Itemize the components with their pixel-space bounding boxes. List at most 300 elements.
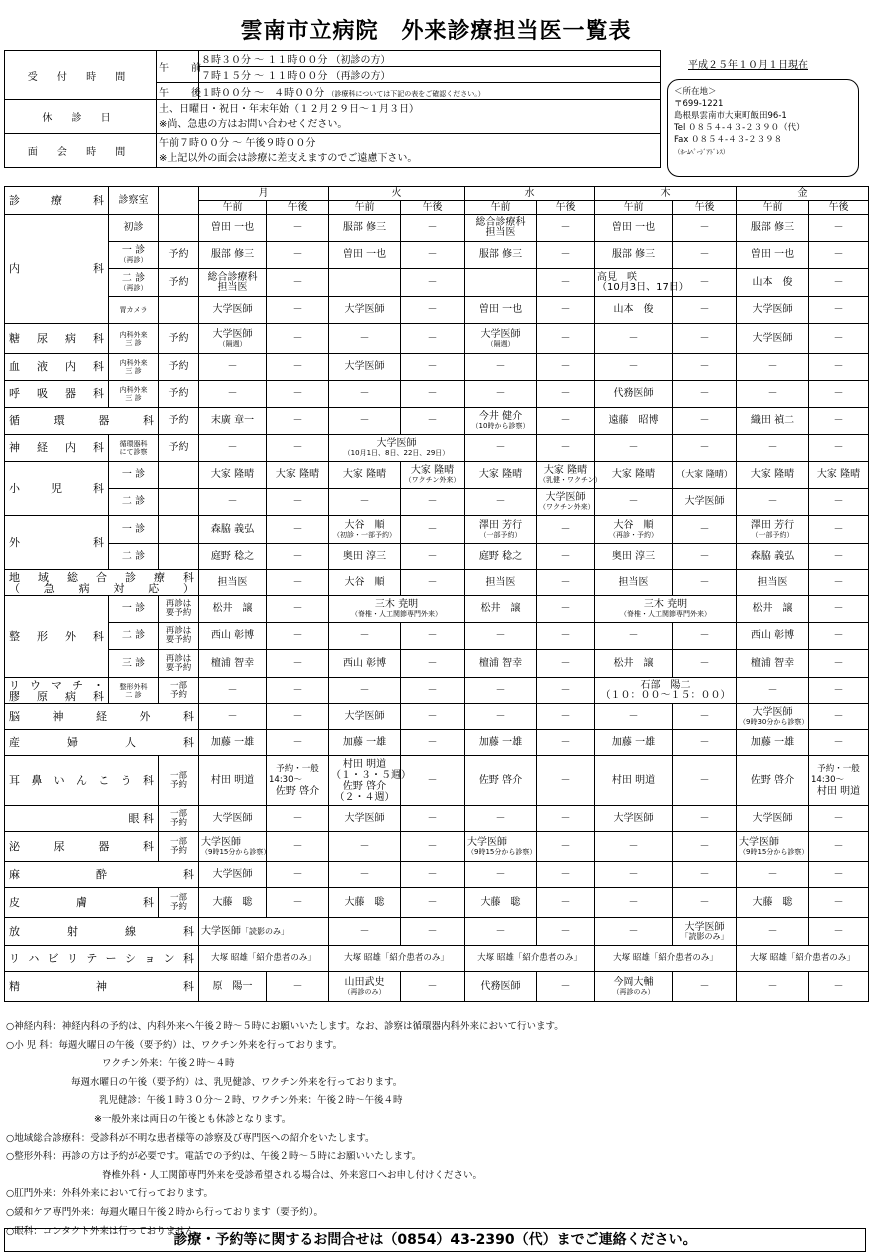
cell-sub: （ワクチン外来） (539, 503, 595, 511)
cell (329, 756, 411, 806)
cell (199, 918, 329, 946)
cell-line: 予約・一般 (817, 764, 860, 774)
cell: 大学医師 (199, 297, 267, 324)
cell-line: 大学医師 (739, 836, 779, 848)
cell-dash: － (401, 806, 465, 832)
pm-time: １時００分 ～ ４時００分 (201, 87, 325, 99)
cell-dash: － (329, 918, 401, 946)
cell-line: 大学医師 (467, 836, 507, 848)
closed-label: 休 診 日 (5, 100, 157, 134)
note-line: ○眼科：コンタクト外来は行っておりません。 (6, 1225, 205, 1237)
cell-dash: － (267, 408, 329, 435)
address-fax: Fax ０８５４-４３-２３９８ (674, 135, 783, 145)
cell: 佐野 啓介 (465, 756, 537, 806)
cell-dash: － (401, 381, 465, 408)
room-ketsueki (109, 354, 159, 381)
room-shoshin: 初診 (109, 215, 159, 242)
cell-dash: － (267, 354, 329, 381)
cell (329, 435, 465, 462)
visit-hours-note: ※上記以外の面会は診療に差支えますのでご遠慮下さい。 (159, 152, 418, 164)
cell-dash: － (267, 596, 329, 623)
cell-dash: － (537, 408, 595, 435)
cell-dash: － (809, 832, 869, 862)
notes-section (6, 1018, 866, 1241)
cell: 大藤 聡 (199, 888, 267, 918)
cell: 大藤 聡 (465, 888, 537, 918)
cell-dash: － (737, 354, 809, 381)
visit-hours (157, 134, 661, 168)
cell: 大家 隆晴 (737, 462, 809, 489)
cell-dash: － (199, 704, 267, 730)
note-line: ○神経内科：神経内科の予約は、内科外来へ午後２時～５時にお願いいたします。なお、診察は循環器内科外来において行います。 (6, 1021, 564, 1032)
cell-dash: － (401, 408, 465, 435)
cell-line: 山田武史 (344, 976, 385, 988)
am-first-hours: ８時３０分 ～ １１時００分 （初診の方） (199, 51, 661, 67)
closed-days-line: 土、日曜日・祝日・年末年始（１２月２９日～１月３日） (159, 103, 419, 115)
cell-dash: － (809, 806, 869, 832)
pm-header: 午後 (267, 201, 329, 215)
room-sub: （再診） (119, 283, 148, 292)
cell: 大学医師 (329, 354, 401, 381)
cell-dash: － (267, 544, 329, 570)
cell-dash: － (267, 806, 329, 832)
cell: 加藤 一雄 (329, 730, 401, 756)
cell: 松井 譲 (465, 596, 537, 623)
room-line: 整形外科 (119, 682, 148, 691)
cell-line: 14:30～ (811, 775, 844, 785)
pm-hours (199, 83, 661, 100)
cell-line: 今井 健介 (478, 411, 523, 422)
room-line: 内科外来 (119, 330, 148, 339)
cell-line: 大学医師 (752, 706, 793, 718)
cell-dash: － (595, 704, 673, 730)
cell: 山本 俊 (595, 297, 673, 324)
cell-dash: － (537, 381, 595, 408)
cell (329, 972, 401, 1002)
cell: 大学医師 (737, 324, 809, 354)
am-header: 午前 (737, 201, 809, 215)
cell-dash: － (737, 862, 809, 888)
cell: 加藤 一雄 (199, 730, 267, 756)
dept-seikei: 整 形 外 科 (5, 596, 109, 678)
cell-sub: （10月1日、8日、22日、29日） (343, 449, 450, 457)
day-mon: 月 (199, 187, 329, 201)
dept-riumachi (5, 678, 109, 704)
cell: 大学医師 (737, 297, 809, 324)
cell-dash: － (673, 888, 737, 918)
dept-line: 膠 原 病 科 (9, 689, 104, 703)
cell-dash: － (401, 704, 465, 730)
cell-dash: － (401, 862, 465, 888)
cell: 檀浦 智幸 (199, 650, 267, 678)
cell-dash: － (537, 918, 595, 946)
cell-dash: － (537, 269, 595, 297)
pm-header: 午後 (401, 201, 465, 215)
res-ichibu (159, 806, 199, 832)
cell-dash: － (809, 730, 869, 756)
cell-dash: － (595, 918, 673, 946)
cell (267, 756, 329, 806)
room-nishin: 二 診 (109, 623, 159, 650)
cell: 担当医 (465, 570, 537, 596)
cell-dash: － (401, 972, 465, 1002)
cell-sub: （一部予約） (751, 530, 794, 539)
page-title: 雲南市立病院 外来診療担当医一覧表 (240, 19, 632, 44)
cell-dash: － (401, 297, 465, 324)
cell: 大学医師 (673, 489, 737, 516)
room-line: 二 診 (121, 272, 146, 284)
cell-dash: － (673, 242, 737, 269)
cell: 大塚 昭雄「紹介患者のみ」 (465, 946, 595, 972)
cell-line: 高見 咲 (597, 271, 637, 283)
cell: 庭野 稔之 (465, 544, 537, 570)
cell-dash: － (737, 918, 809, 946)
cell-dash: － (537, 678, 595, 704)
res-blank (159, 516, 199, 544)
dept-junkan: 循 環 器 科 (5, 408, 159, 435)
cell-line: 大谷 順 (613, 519, 654, 531)
res-line: 予約 (169, 817, 187, 828)
dept-noushinkei: 脳 神 経 外 科 (5, 704, 199, 730)
pm-label: 午 後 (157, 83, 199, 100)
cell: 服部 修三 (329, 215, 401, 242)
cell-dash: － (401, 215, 465, 242)
cell-dash: － (673, 435, 737, 462)
cell-dash: － (537, 756, 595, 806)
cell-dash: － (809, 324, 869, 354)
cell: 大学医師 (199, 862, 267, 888)
as-of-date: 平成２５年１０月１日現在 (688, 60, 808, 71)
res-note-line: 再診は (165, 626, 192, 636)
cell: 曽田 一也 (329, 242, 401, 269)
cell-dash: － (465, 704, 537, 730)
cell (401, 462, 465, 489)
cell-dash: － (673, 623, 737, 650)
address-tel: Tel ０８５４-４３-２３９０（代） (674, 123, 805, 133)
cell-line: 澤田 芳行 (750, 519, 795, 531)
cell-dash: － (401, 832, 465, 862)
cell-empty (465, 269, 537, 297)
cell: 大塚 昭雄「紹介患者のみ」 (595, 946, 737, 972)
cell-line: 担当医 (485, 227, 516, 238)
cell-dash: － (401, 269, 465, 297)
cell-dash: － (673, 730, 737, 756)
cell-dash: － (401, 570, 465, 596)
cell: 大学医師 (329, 297, 401, 324)
cell (595, 678, 737, 704)
cell-line: 総合診療科 (207, 271, 258, 283)
cell: 大塚 昭雄「紹介患者のみ」 (737, 946, 869, 972)
cell-dash: － (809, 269, 869, 297)
cell: 曽田 一也 (465, 297, 537, 324)
day-fri: 金 (737, 187, 869, 201)
cell-line: 総合診療科 (475, 217, 526, 228)
address-web: （ﾎｰﾑﾍﾟｰｼﾞｱﾄﾞﾚｽ） (674, 148, 730, 156)
res-note-line: 要予約 (165, 608, 192, 618)
note-line: 毎週水曜日の午後（要予約）は、乳児健診、ワクチン外来を行っております。 (71, 1076, 403, 1088)
cell-dash: － (537, 215, 595, 242)
res-blank (159, 297, 199, 324)
cell (465, 832, 537, 862)
cell-dash: － (809, 704, 869, 730)
cell: 村田 明道 (595, 756, 673, 806)
cell-dash: － (673, 381, 737, 408)
res-line: 一部 (169, 770, 187, 781)
cell-sub: （10時から診察） (471, 422, 530, 430)
cell-dash: － (809, 918, 869, 946)
cell-dash: － (595, 324, 673, 354)
cell-dash: － (329, 408, 401, 435)
cell (199, 324, 267, 354)
dept-naika: 内 科 (5, 215, 109, 324)
cell: 西山 彰博 (199, 623, 267, 650)
cell-dash: － (465, 918, 537, 946)
cell-dash: － (537, 516, 595, 544)
dept-geka: 外 科 (5, 516, 109, 570)
cell-dash: － (401, 324, 465, 354)
cell-dash: － (401, 544, 465, 570)
cell-dash: － (537, 324, 595, 354)
cell-dash: － (401, 918, 465, 946)
res-yoyaku: 予約 (159, 242, 199, 269)
cell (809, 756, 869, 806)
cell-dash: － (809, 354, 869, 381)
cell-dash: － (329, 623, 401, 650)
cell-sub: （初診・一部予約） (333, 530, 396, 539)
cell-dash: － (329, 678, 401, 704)
cell-dash: － (465, 678, 537, 704)
room-isshin: 一 診 (109, 516, 159, 544)
cell-dash: － (401, 242, 465, 269)
res-yoyaku: 予約 (159, 381, 199, 408)
cell: 大家 隆晴 (267, 462, 329, 489)
dept-ganka: 眼 科 (5, 806, 159, 832)
cell (595, 596, 737, 623)
cell-dash: － (809, 544, 869, 570)
room-line: 三 診 (125, 338, 142, 347)
note-line: ○地域総合診療科：受診科が不明な患者様等の診察及び専門医への紹介をいたします。 (6, 1132, 375, 1144)
cell: 服部 修三 (595, 242, 673, 269)
cell-dash: － (401, 888, 465, 918)
res-line: 一部 (169, 836, 187, 847)
dept-line: 地 域 総 合 診 療 科 (9, 570, 194, 584)
cell-dash: － (267, 972, 329, 1002)
cell: 檀浦 智幸 (737, 650, 809, 678)
res-yoyaku: 予約 (159, 269, 199, 297)
res-line: 予約 (169, 901, 187, 912)
cell-dash: － (267, 381, 329, 408)
cell: 森脇 義弘 (737, 544, 809, 570)
cell-dash: － (809, 215, 869, 242)
cell-dash: － (537, 544, 595, 570)
room-isshin: 一 診 (109, 596, 159, 623)
cell-dash: － (737, 489, 809, 516)
dept-shinkei: 神 経 内 科 (5, 435, 109, 462)
cell (673, 918, 737, 946)
cell: 代務医師 (595, 381, 673, 408)
cell-dash: － (673, 215, 737, 242)
cell-line: （10月3日、17日） (597, 281, 689, 293)
cell-line: 大学医師 (201, 836, 241, 848)
day-tue: 火 (329, 187, 465, 201)
cell: 大谷 順 (329, 570, 401, 596)
res-note-line: 要予約 (165, 662, 192, 673)
cell-dash: － (267, 623, 329, 650)
res-yoyaku: 予約 (159, 354, 199, 381)
cell-dash: － (465, 623, 537, 650)
res-line: 予約 (169, 779, 187, 790)
cell-line: 村田 明道 (816, 786, 861, 797)
cell-dash: － (737, 678, 809, 704)
cell-dash: － (401, 354, 465, 381)
cell-sub: （隔週） (486, 339, 515, 348)
cell-dash: － (267, 242, 329, 269)
cell-dash: － (809, 570, 869, 596)
room-line: 内科外来 (119, 386, 148, 394)
room-nishin: 二 診 (109, 489, 159, 516)
cell-dash: － (199, 381, 267, 408)
cell-dash: － (267, 435, 329, 462)
res-blank (159, 489, 199, 516)
room-line: 三 診 (125, 367, 142, 375)
room-camera: 胃カメラ (109, 297, 159, 324)
cell (537, 462, 602, 489)
cell-line: 大家 隆晴 (543, 465, 588, 476)
day-wed: 水 (465, 187, 595, 201)
cell-line: 大学医師 (480, 328, 521, 340)
cell: 遠藤 昭博 (595, 408, 673, 435)
res-note-line: 再診は (165, 653, 192, 664)
cell-dash: － (809, 972, 869, 1002)
cell-dash: － (809, 678, 869, 704)
dept-seishin: 精 神 科 (5, 972, 199, 1002)
cell-line: 今岡大輔 (613, 976, 654, 988)
cell-line: 大学医師 (545, 492, 586, 503)
cell-dash: － (465, 435, 537, 462)
cell: 加藤 一雄 (737, 730, 809, 756)
cell-dash: － (401, 516, 465, 544)
pm-header: 午後 (673, 201, 737, 215)
cell-dash: － (537, 888, 595, 918)
cell-dash: － (401, 730, 465, 756)
res-line: 一部 (169, 680, 187, 691)
room-shinkei (109, 435, 159, 462)
cell: 大家 隆晴 (809, 462, 869, 489)
cell-line: 石部 陽二 (640, 679, 691, 691)
cell-dash: － (267, 324, 329, 354)
cell-line: （１０：００～１５：００） (600, 689, 731, 701)
cell-dash: － (673, 324, 737, 354)
cell-dash: － (809, 623, 869, 650)
cell-line: 担当医 (217, 281, 248, 293)
closed-days-note: ※尚、急患の方はお問い合わせください。 (159, 118, 348, 130)
cell (465, 408, 537, 435)
cell: 織田 禎二 (737, 408, 809, 435)
cell-dash: － (673, 806, 737, 832)
cell: 大塚 昭雄「紹介患者のみ」 (199, 946, 329, 972)
cell: 大学医師 (199, 806, 267, 832)
cell: 松井 譲 (737, 596, 809, 623)
cell-dash: － (465, 862, 537, 888)
cell-dash: － (809, 862, 869, 888)
dept-kokyu: 呼 吸 器 科 (5, 381, 109, 408)
cell-dash: － (537, 650, 595, 678)
cell-dash: － (537, 297, 595, 324)
visit-hours-line: 午前７時００分 ～ 午後９時００分 (159, 137, 316, 149)
cell-dash: － (267, 215, 329, 242)
cell: 代務医師 (465, 972, 537, 1002)
cell-dash: － (809, 242, 869, 269)
cell-dash: － (595, 623, 673, 650)
cell-sub: （再診のみ） (343, 987, 386, 996)
header-room: 診察室 (109, 187, 159, 215)
dept-masui: 麻 酔 科 (5, 862, 199, 888)
cell-dash: － (199, 435, 267, 462)
cell-dash: － (673, 354, 737, 381)
room-tonyo (109, 324, 159, 354)
cell (537, 489, 595, 516)
cell-dash: － (809, 408, 869, 435)
note-line: ○小 児 科：毎週火曜日の午後（要予約）は、ワクチン外来を行っております。 (6, 1039, 343, 1051)
cell-sub: （9時15分から診察） (739, 847, 809, 856)
cell-dash: － (809, 489, 869, 516)
note-line: ワクチン外来：午後２時～４時 (102, 1058, 235, 1070)
cell-line: 大学医師 (201, 925, 241, 937)
dept-ketsueki: 血 液 内 科 (5, 354, 109, 381)
hours-table (4, 50, 661, 168)
am-header: 午前 (329, 201, 401, 215)
cell-dash: － (267, 832, 329, 862)
cell-dash: － (199, 354, 267, 381)
res-ichibu (159, 756, 199, 806)
cell-dash: － (537, 435, 595, 462)
res-yoyaku: 予約 (159, 324, 199, 354)
cell-line: 三木 尭明 (374, 599, 419, 610)
cell-dash: － (537, 972, 595, 1002)
dept-sanfu: 産 婦 人 科 (5, 730, 199, 756)
cell-line: 大学医師 (212, 328, 253, 340)
room-isshin: 一 診 (109, 462, 159, 489)
cell: 服部 修三 (199, 242, 267, 269)
note-line: 乳児健診：午後１時３０分～２時、ワクチン外来：午後２時～午後４時 (99, 1095, 403, 1107)
cell-dash: － (199, 489, 267, 516)
cell: 原 陽一 (199, 972, 267, 1002)
cell-sub: （9時15分から診察） (201, 847, 271, 856)
cell-dash: － (267, 650, 329, 678)
cell-line: 三木 尭明 (643, 599, 688, 610)
cell-sub: （隔週） (218, 339, 247, 348)
room-nishin: 二 診 (109, 544, 159, 570)
am-label: 午 前 (157, 51, 199, 83)
dept-chiiki (5, 570, 199, 596)
cell-line: 佐野 啓介 (342, 780, 387, 792)
cell: 森脇 義弘 (199, 516, 267, 544)
am-header: 午前 (595, 201, 673, 215)
note-line: ○緩和ケア専門外来：毎週火曜日午後２時から行っております（要予約）。 (6, 1206, 324, 1218)
cell-dash: － (267, 269, 329, 297)
cell-dash: － (809, 381, 869, 408)
cell-dash: － (465, 806, 537, 832)
cell-line: 佐野 啓介 (275, 786, 320, 797)
room-line: 三 診 (125, 394, 142, 402)
cell: 奥田 淳三 (595, 544, 673, 570)
res-ichibu (159, 832, 199, 862)
cell (595, 269, 689, 297)
cell-line: 14:30～ (269, 775, 302, 785)
cell: 村田 明道 (199, 756, 267, 806)
cell-dash: － (809, 888, 869, 918)
am-header: 午前 (199, 201, 267, 215)
